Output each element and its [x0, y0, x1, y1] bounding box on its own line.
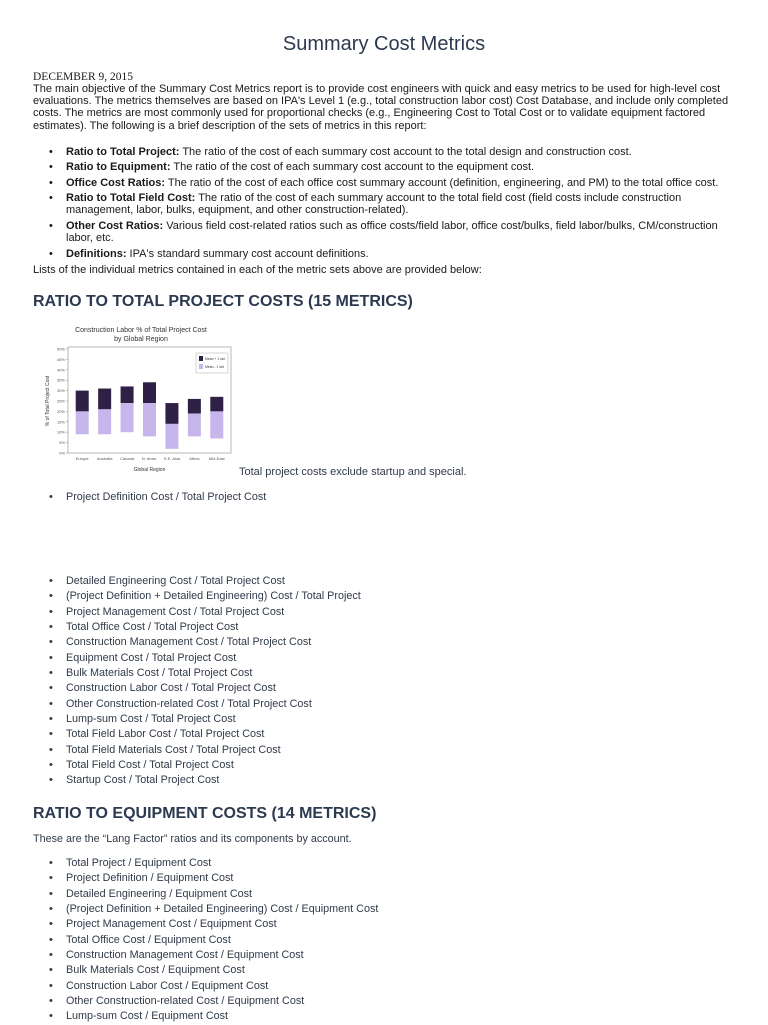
bar [143, 382, 156, 403]
list-item: • Office Cost Ratios: The ratio of the cost of each office cost summary account (definition, engineering, and PM) to the total office cost. [33, 177, 735, 189]
y-tick-label: 40% [56, 367, 65, 373]
intro-paragraph: The main objective of the Summary Cost Metrics report is to provide cost engineers with quick and easy metrics to be used for high-level cost evaluations. The metrics themselves are based on IPA's Level 1 (e.g., total construction labor cost) Cost Database, and include only completed costs. The metrics are most commonly used for proportional checks (e.g., Engineering Cost to Total Cost or to validate equipment factored estimates). The following is a brief description of the sets of metrics in this report: [33, 83, 729, 132]
list-item: • Lump-sum Cost / Equipment Cost [33, 1009, 735, 1024]
list-item: • Total Office Cost / Equipment Cost [33, 933, 735, 948]
chart-svg [41, 323, 241, 475]
list-item: • Definitions: IPA's standard summary cost account definitions. [33, 248, 735, 260]
construction-labor-chart [41, 323, 241, 475]
bar [121, 386, 134, 403]
bar [98, 409, 111, 434]
document-date: DECEMBER 9, 2015 [33, 71, 133, 83]
x-tick-label: N. Amer. [141, 456, 158, 461]
x-tick-label: S.E. Asia [163, 456, 181, 461]
y-tick-label: 30% [56, 388, 65, 394]
list-item: • Project Definition / Equipment Cost [33, 871, 735, 886]
list-item: • Construction Management Cost / Total Project Cost [33, 635, 735, 650]
legend-swatch [199, 356, 203, 361]
y-axis-label: % of Total Project Cost [45, 375, 51, 427]
metric-set-descriptions [33, 146, 735, 263]
list-item: • (Project Definition + Detailed Engineering) Cost / Total Project [33, 589, 735, 604]
y-tick-label: 5% [59, 440, 65, 446]
lang-factor-note: These are the “Lang Factor” ratios and its components by account. [33, 833, 352, 845]
bar [188, 413, 201, 436]
page-title: Summary Cost Metrics [282, 33, 486, 55]
list-item: • Equipment Cost / Total Project Cost [33, 651, 735, 666]
list-item: • Construction Labor Cost / Total Project Cost [33, 681, 735, 696]
x-tick-label: Mid-East [208, 456, 225, 461]
list-item: • Total Field Labor Cost / Total Project Cost [33, 727, 735, 742]
legend-label: Mean + 1 std [205, 357, 225, 361]
list-item: • Construction Labor Cost / Equipment Cost [33, 979, 735, 994]
y-tick-label: 45% [56, 356, 65, 362]
bar [98, 389, 111, 410]
list-item: • Detailed Engineering / Equipment Cost [33, 887, 735, 902]
y-tick-label: 0% [59, 450, 65, 456]
x-axis-label: Global Region [133, 467, 166, 473]
y-tick-label: 25% [56, 398, 65, 404]
legend-swatch [199, 364, 203, 369]
list-item: • Total Field Materials Cost / Total Project Cost [33, 743, 735, 758]
bar [165, 403, 178, 424]
list-item: • Total Project / Equipment Cost [33, 856, 735, 871]
list-item: • Detailed Engineering Cost / Total Project Cost [33, 574, 735, 589]
list-item: • Lump-sum Cost / Total Project Cost [33, 712, 735, 727]
chart-caption: Total project costs exclude startup and special. [239, 466, 467, 478]
list-item: • Ratio to Total Project: The ratio of the cost of each summary cost account to the total design and construction cost. [33, 146, 735, 158]
chart-subtitle: by Global Region [114, 336, 168, 343]
bar [121, 403, 134, 432]
x-tick-label: Africa [189, 456, 200, 461]
list-item: • Bulk Materials Cost / Total Project Cost [33, 666, 735, 681]
legend-label: Mean - 1 std [205, 365, 224, 369]
total-project-metric-list [33, 574, 735, 789]
x-tick-label: Canada [120, 456, 135, 461]
list-item: • Total Field Cost / Total Project Cost [33, 758, 735, 773]
x-tick-label: Australia [96, 456, 113, 461]
bar [210, 397, 223, 412]
list-item: • Other Construction-related Cost / Total Project Cost [33, 697, 735, 712]
list-item: • Other Construction-related Cost / Equipment Cost [33, 994, 735, 1009]
list-item: • Startup Cost / Total Project Cost [33, 773, 735, 788]
list-item: • Bulk Materials Cost / Equipment Cost [33, 963, 735, 978]
lists-note: Lists of the individual metrics contained in each of the metric sets above are provided below: [33, 264, 482, 276]
list-item: • Total Office Cost / Total Project Cost [33, 620, 735, 635]
y-tick-label: 35% [56, 377, 65, 383]
list-item: • Other Cost Ratios: Various field cost-related ratios such as office costs/field labor, office cost/bulks, field labor/bulks, CM/construction labor, etc. [33, 220, 735, 245]
total-project-first-list [33, 490, 735, 505]
list-item: • Ratio to Total Field Cost: The ratio of the cost of each summary account to the total field cost (field costs include construction management, labor, bulks, equipment, and other construction-related). [33, 192, 735, 217]
chart-title: Construction Labor % of Total Project Cost [75, 327, 207, 334]
list-item: • Project Management Cost / Equipment Cost [33, 917, 735, 932]
bar [76, 411, 89, 434]
list-item: • Ratio to Equipment: The ratio of the cost of each summary cost account to the equipment cost. [33, 161, 735, 173]
y-tick-label: 50% [56, 346, 65, 352]
section-heading-total-project: RATIO TO TOTAL PROJECT COSTS (15 METRICS) [33, 293, 413, 310]
section-heading-equipment: RATIO TO EQUIPMENT COSTS (14 METRICS) [33, 805, 377, 822]
bar [76, 391, 89, 412]
equipment-metric-list [33, 856, 735, 1025]
list-item: • Project Management Cost / Total Project Cost [33, 605, 735, 620]
y-tick-label: 15% [56, 419, 65, 425]
list-item: • Project Definition Cost / Total Project Cost [33, 490, 735, 505]
bar [210, 411, 223, 438]
list-item: • Construction Management Cost / Equipment Cost [33, 948, 735, 963]
bar [143, 403, 156, 436]
list-item: • (Project Definition + Detailed Engineering) Cost / Equipment Cost [33, 902, 735, 917]
y-tick-label: 10% [56, 429, 65, 435]
y-tick-label: 20% [56, 408, 65, 414]
x-tick-label: Europe [75, 456, 89, 461]
bar [165, 424, 178, 449]
bar [188, 399, 201, 414]
